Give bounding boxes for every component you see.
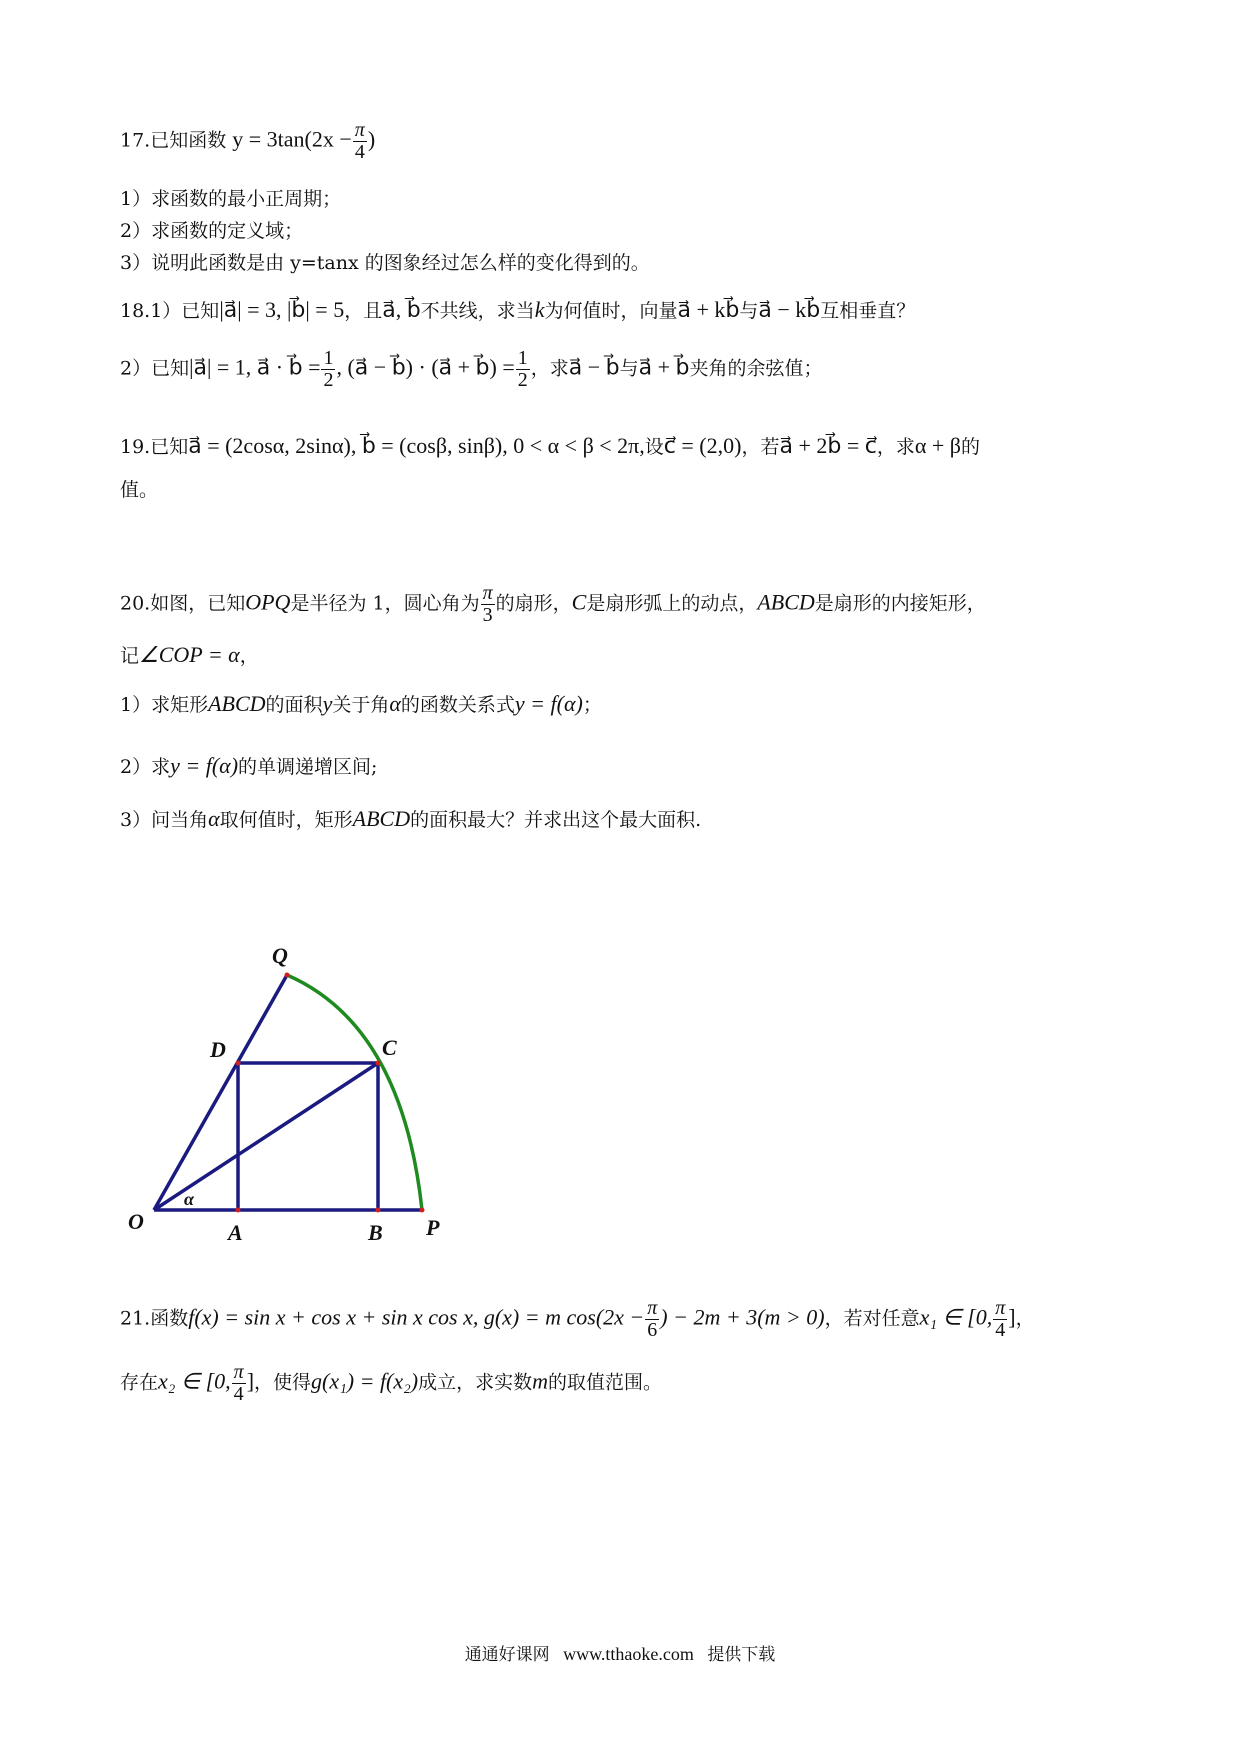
q17-item-1: 1）求函数的最小正周期； [120,188,342,210]
q21-line-1: 21.函数f(x) = sin x + cos x + sin x cos x, g(x) = m cos(2x − $\frac{\pi}{6}$ ) − 2m + 3(m > 0)，若对任意x₁ ∈ [0, $\frac{\pi}{4}$ ]， [120,1297,1035,1341]
label-a: A [228,1220,243,1245]
point-d [236,1061,241,1066]
point-c [376,1061,381,1066]
q20-line-2: 记∠COP = α， [120,642,259,667]
q17-title: 17.已知函数 y = 3tan(2x − $\frac{\pi}{4}$ ) [120,119,376,163]
q21-line-2: 存在x₂ ∈ [0, $\frac{\pi}{4}$ ]，使得g(x₁) = f(x₂)成立，求实数m的取值范围。 [120,1361,663,1405]
segment-oc [154,1063,378,1210]
point-a [236,1208,241,1213]
q18-part-1: 18.1）已知|a⃗| = 3, |b⃗| = 5，且a⃗, b⃗不共线，求当k为何值时，向量a⃗ + kb⃗与a⃗ − kb⃗互相垂直？ [120,297,916,322]
sector-arc [287,975,422,1210]
point-p [420,1208,425,1213]
q20-item-1: 1）求矩形ABCD的面积y关于角α的函数关系式y = f(α)； [120,691,602,716]
segment-oq [154,975,287,1210]
footer-download-note: 提供下载 [707,1645,776,1665]
point-b [376,1208,381,1213]
q20-item-3: 3）问当角α取何值时，矩形ABCD的面积最大？并求出这个最大面积. [120,806,702,831]
page-footer [0,1640,1240,1665]
q19-line-2: 值。 [120,479,159,501]
label-q: Q [272,943,288,968]
q20-line-1: 20.如图，已知OPQ是半径为 1，圆心角为 $\frac{\pi}{3}$ 的扇形，C是扇形弧上的动点，ABCD是扇形的内接矩形， [120,582,986,626]
label-c: C [382,1035,397,1060]
q17-item-3: 3）说明此函数是由 y=tanx 的图象经过怎么样的变化得到的。 [120,252,650,274]
label-alpha: α [184,1189,194,1209]
footer-url: www.tthaoke.com [563,1644,694,1664]
q17-item-2: 2）求函数的定义域； [120,220,304,242]
label-p: P [426,1215,440,1240]
q17-fraction: $\frac{\pi}{4}$ [354,119,365,163]
label-d: D [210,1037,226,1062]
q19-line-1: 19.已知a⃗ = (2cosα, 2sinα), b⃗ = (cosβ, sinβ), 0 < α < β < 2π,设c⃗ = (2,0)，若a⃗ + 2b⃗ = c⃗，求α + β的 [120,433,980,458]
q20-item-2: 2）求y = f(α)的单调递增区间; [120,753,378,778]
label-b: B [368,1220,383,1245]
label-o: O [128,1209,144,1234]
footer-site-name: 通通好课网 [464,1645,550,1665]
point-q [285,973,290,978]
q18-part-2: 2）已知|a⃗| = 1, a⃗ · b⃗ = $\frac{1}{2}$ , (a⃗ − b⃗) · (a⃗ + b⃗) = $\frac{1}{2}$ ，求a⃗ − b⃗与a⃗ + b⃗夹角的余弦值； [120,347,823,391]
sector-diagram [110,935,470,1255]
